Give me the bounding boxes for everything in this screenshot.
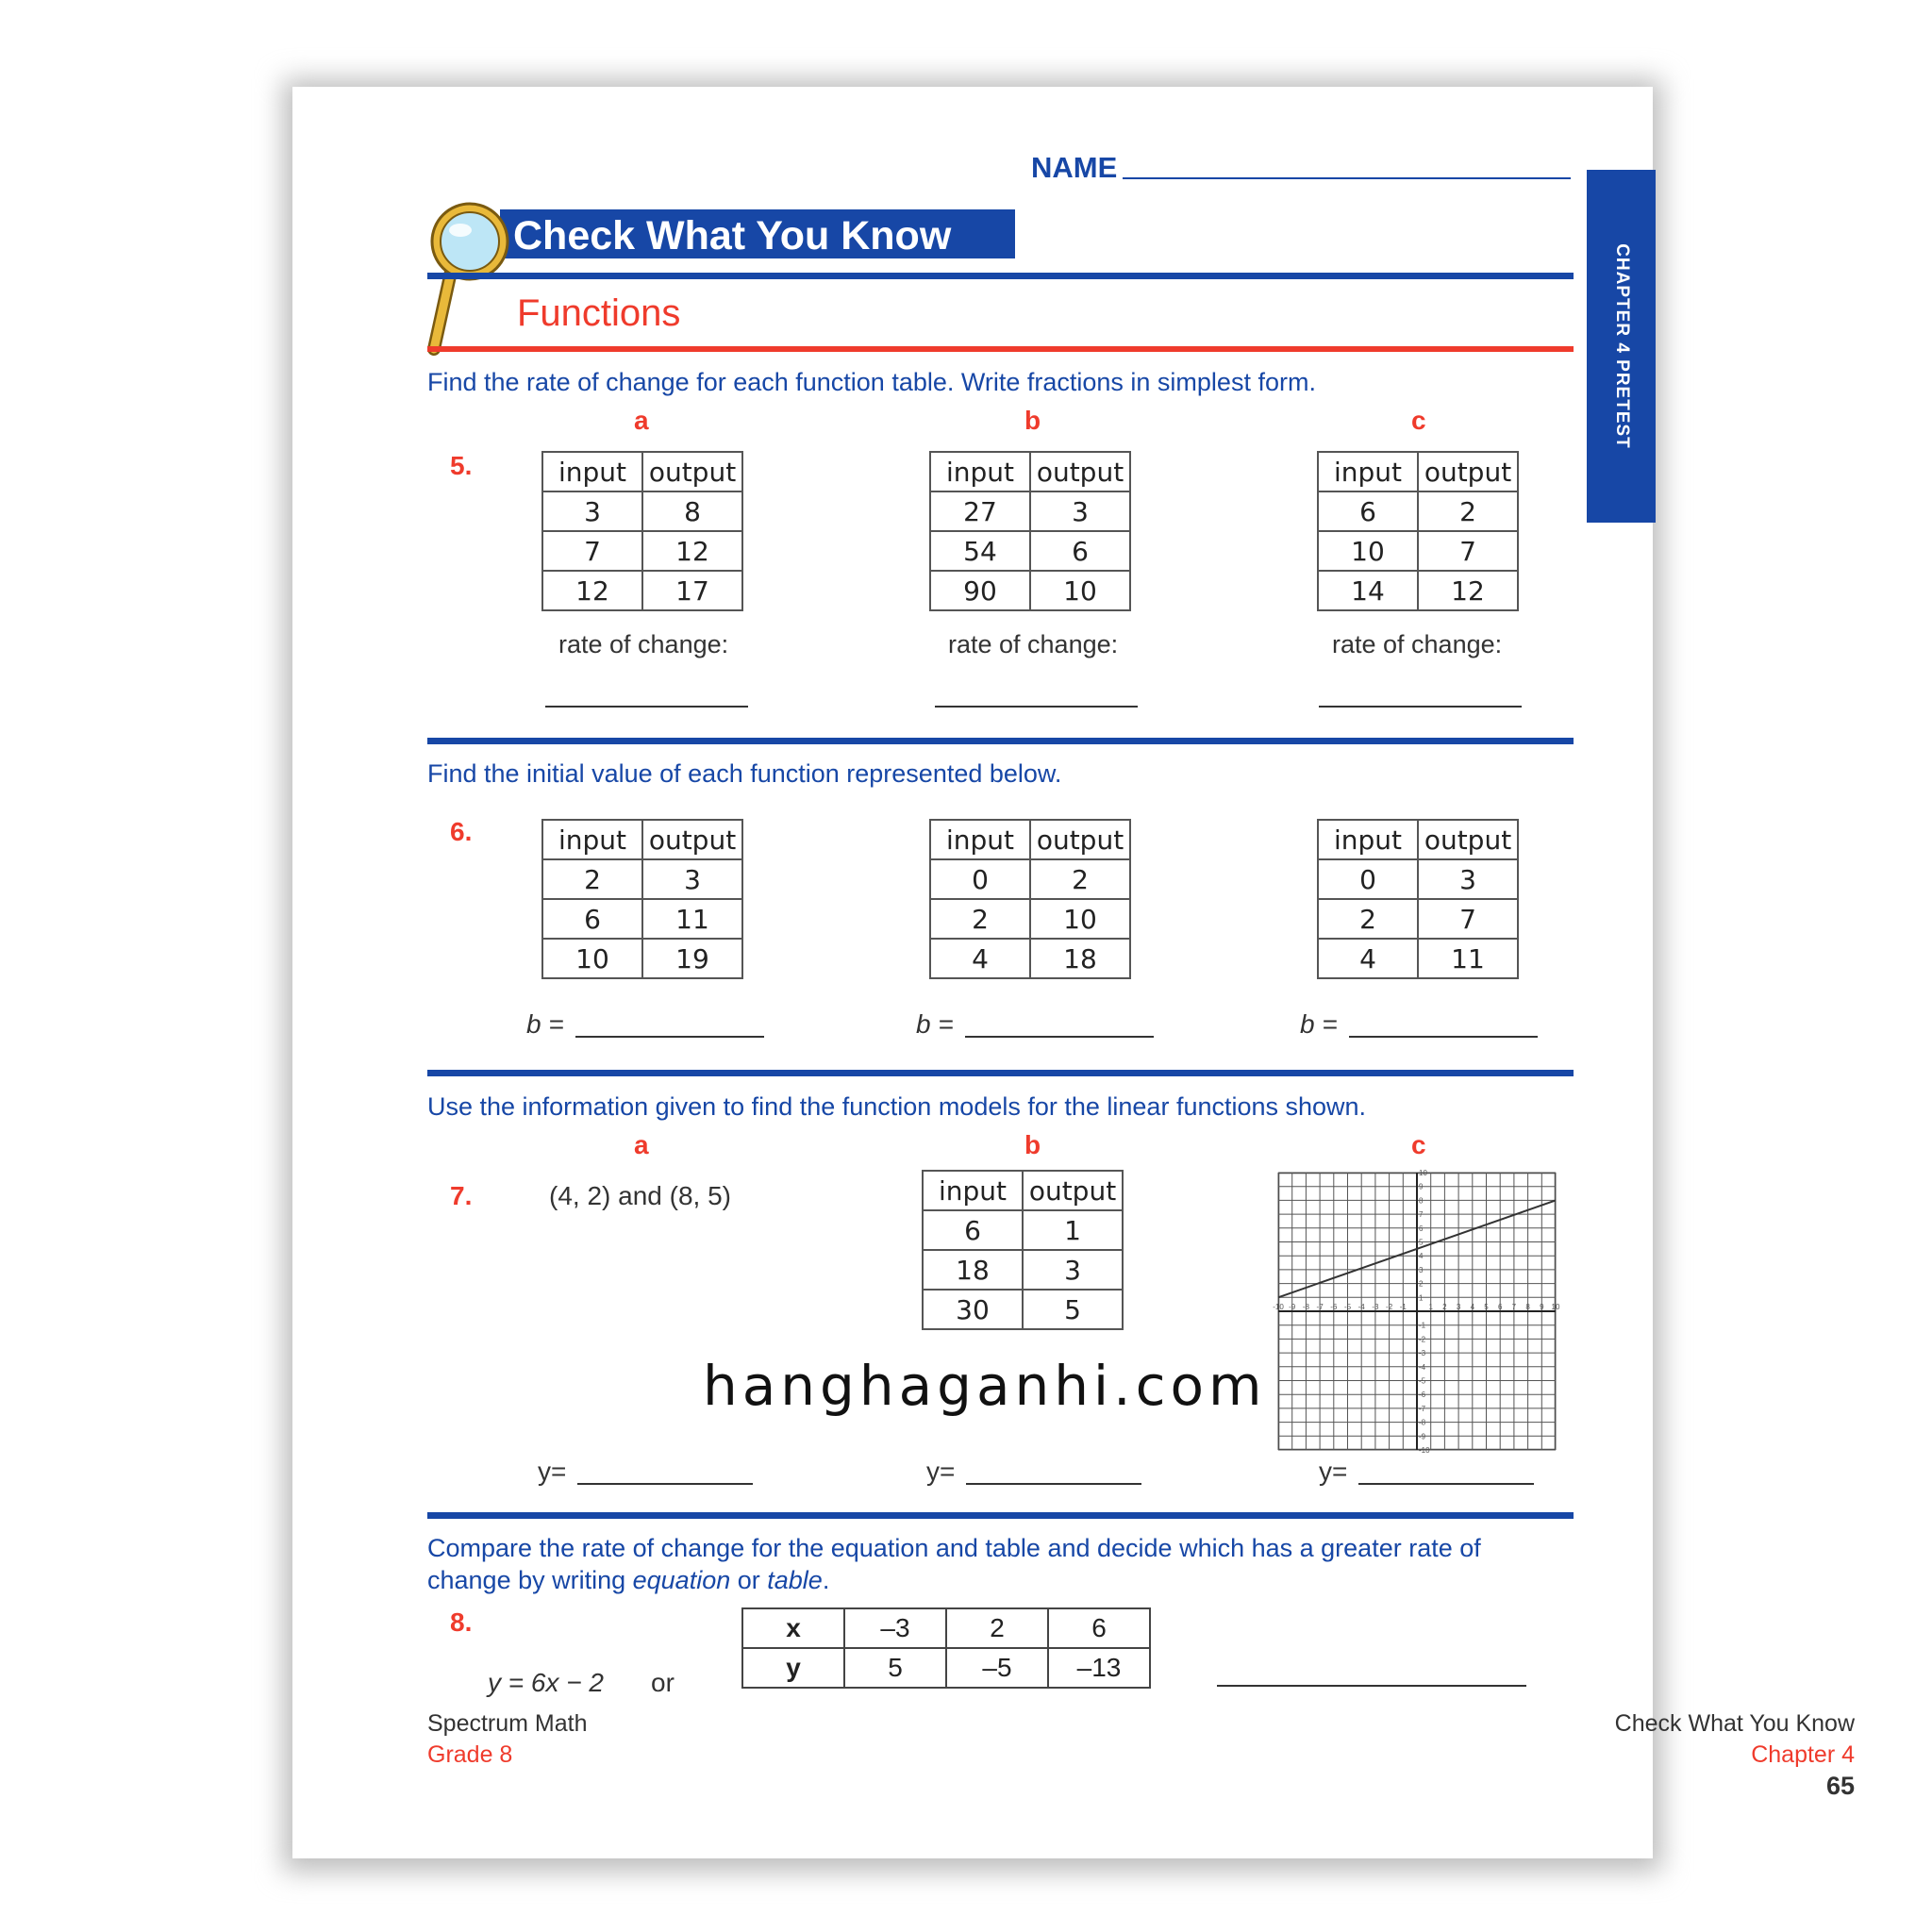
initial-value-label-c: b = <box>1300 1009 1338 1039</box>
footer-book-title: Spectrum Math <box>427 1710 588 1737</box>
x-tick-label: 8 <box>1525 1303 1530 1311</box>
x-tick-label: 3 <box>1456 1303 1461 1311</box>
y-tick-label: 5 <box>1419 1238 1424 1247</box>
table-cell: 6 <box>1030 531 1130 571</box>
initial-value-label-a: b = <box>526 1009 564 1039</box>
answer-line-7b[interactable] <box>966 1483 1141 1485</box>
given-equation: y = 6x − 2 <box>488 1668 604 1697</box>
y-tick-label: -3 <box>1419 1349 1426 1358</box>
y-tick-label: -6 <box>1419 1391 1426 1400</box>
table-header-row <box>1318 452 1518 491</box>
table-cell: 6 <box>542 899 642 939</box>
title-rule <box>427 273 1574 279</box>
column-label-a: a <box>634 406 649 435</box>
column-label-b: b <box>1024 406 1041 435</box>
table-row <box>542 491 742 531</box>
table-cell: 18 <box>923 1250 1023 1290</box>
rate-of-change-label-a: rate of change: <box>558 630 729 658</box>
instruction-word-equation: equation <box>632 1566 731 1594</box>
table-cell: 90 <box>930 571 1030 610</box>
x-tick-label: 5 <box>1484 1303 1489 1311</box>
instruction-word-table: table <box>767 1566 823 1594</box>
table-cell: –3 <box>844 1608 946 1648</box>
x-tick-label: 2 <box>1442 1303 1447 1311</box>
table-cell: 3 <box>542 491 642 531</box>
xy-table <box>741 1607 1151 1689</box>
given-points: (4, 2) and (8, 5) <box>549 1181 731 1210</box>
function-table-6a <box>541 819 743 979</box>
function-table-5b <box>929 451 1131 611</box>
x-tick-label: 9 <box>1540 1303 1544 1311</box>
table-cell: 7 <box>1418 531 1518 571</box>
x-tick-label: -4 <box>1357 1303 1365 1311</box>
x-tick-label: 4 <box>1470 1303 1475 1311</box>
table-cell: 12 <box>642 531 742 571</box>
table-cell: 5 <box>1023 1290 1123 1329</box>
function-table-6b <box>929 819 1131 979</box>
function-table-6c <box>1317 819 1519 979</box>
x-tick-label: 1 <box>1428 1303 1433 1311</box>
y-tick-label: -1 <box>1419 1321 1426 1330</box>
instruction-text: . <box>822 1566 830 1594</box>
table-cell: 10 <box>542 939 642 978</box>
title-banner <box>500 209 1015 258</box>
x-tick-label: -1 <box>1399 1303 1407 1311</box>
table-row <box>1318 491 1518 531</box>
function-model-label-b: y= <box>926 1457 956 1486</box>
table-cell: output <box>1418 452 1518 491</box>
x-tick-label: -5 <box>1343 1303 1352 1311</box>
table-cell: 2 <box>1418 491 1518 531</box>
table-cell: 2 <box>1318 899 1418 939</box>
section7-instruction: Use the information given to find the function models for the linear functions shown. <box>427 1092 1367 1121</box>
problem-number-7: 7. <box>450 1181 473 1210</box>
footer-chapter: Chapter 4 <box>1751 1741 1855 1768</box>
function-model-label-a: y= <box>538 1457 567 1486</box>
table-row <box>930 531 1130 571</box>
table-row <box>542 859 742 899</box>
y-tick-label: 2 <box>1419 1279 1424 1289</box>
column-label-b: b <box>1024 1130 1041 1159</box>
x-tick-label: -2 <box>1386 1303 1393 1311</box>
table-cell: output <box>1030 452 1130 491</box>
table-cell: input <box>930 452 1030 491</box>
section-divider <box>427 738 1574 744</box>
table-row <box>930 939 1130 978</box>
function-table-5c <box>1317 451 1519 611</box>
table-cell: 27 <box>930 491 1030 531</box>
problem-number-6: 6. <box>450 817 473 846</box>
instruction-text: change by writing <box>427 1566 633 1594</box>
answer-line-5c[interactable] <box>1319 706 1522 708</box>
table-cell: 3 <box>1030 491 1130 531</box>
section-divider <box>427 1070 1574 1076</box>
answer-line-8[interactable] <box>1217 1685 1526 1687</box>
y-tick-label: 10 <box>1419 1169 1427 1177</box>
table-cell: 19 <box>642 939 742 978</box>
y-tick-label: 1 <box>1419 1293 1424 1303</box>
y-tick-label: -9 <box>1419 1432 1426 1441</box>
x-tick-label: -10 <box>1273 1303 1284 1311</box>
x-tick-label: 10 <box>1551 1303 1560 1311</box>
chapter-side-tab-label: CHAPTER 4 PRETEST <box>1611 243 1632 449</box>
table-row <box>1318 939 1518 978</box>
problem-number-5: 5. <box>450 451 473 480</box>
y-tick-label: 9 <box>1419 1182 1424 1191</box>
table-header-row <box>1318 820 1518 859</box>
table-row <box>1318 859 1518 899</box>
table-row <box>542 899 742 939</box>
table-cell: 18 <box>1030 939 1130 978</box>
table-cell: input <box>1318 452 1418 491</box>
x-tick-label: -9 <box>1289 1303 1296 1311</box>
table-header-row <box>923 1171 1123 1210</box>
watermark: hanghaganhi.com <box>703 1354 1267 1418</box>
table-cell: 3 <box>1418 859 1518 899</box>
rate-of-change-label-b: rate of change: <box>948 630 1119 658</box>
table-cell: 5 <box>844 1648 946 1688</box>
table-row <box>923 1250 1123 1290</box>
table-cell: 6 <box>923 1210 1023 1250</box>
answer-line-6c[interactable] <box>1349 1036 1538 1038</box>
table-cell: 0 <box>930 859 1030 899</box>
table-cell: 7 <box>542 531 642 571</box>
chapter-side-tab <box>1587 170 1656 523</box>
y-tick-label: 4 <box>1419 1252 1424 1261</box>
table-row <box>930 899 1130 939</box>
table-cell: 6 <box>1318 491 1418 531</box>
x-tick-label: -6 <box>1330 1303 1338 1311</box>
y-tick-label: -10 <box>1419 1446 1430 1455</box>
table-row <box>930 859 1130 899</box>
table-cell: 10 <box>1030 899 1130 939</box>
y-tick-label: -7 <box>1419 1404 1426 1413</box>
table-cell: input <box>1318 820 1418 859</box>
y-tick-label: -5 <box>1419 1376 1426 1386</box>
table-cell: 4 <box>1318 939 1418 978</box>
table-cell: output <box>1418 820 1518 859</box>
table-cell: 4 <box>930 939 1030 978</box>
table-cell: 14 <box>1318 571 1418 610</box>
table-row <box>930 571 1130 610</box>
y-tick-label: 7 <box>1419 1210 1424 1220</box>
page-title: Check What You Know <box>513 213 952 258</box>
function-table-7b <box>922 1170 1124 1330</box>
table-row <box>1318 899 1518 939</box>
table-cell: 11 <box>1418 939 1518 978</box>
initial-value-label-b: b = <box>916 1009 954 1039</box>
table-header-row <box>542 452 742 491</box>
column-label-c: c <box>1411 406 1426 435</box>
answer-line-6a[interactable] <box>575 1036 764 1038</box>
rate-of-change-label-c: rate of change: <box>1332 630 1503 658</box>
table-cell: input <box>923 1171 1023 1210</box>
table-cell: 3 <box>642 859 742 899</box>
table-row <box>542 571 742 610</box>
table-cell: 12 <box>542 571 642 610</box>
subtitle-rule <box>427 346 1574 352</box>
answer-line-7a[interactable] <box>577 1483 753 1485</box>
table-header-row <box>930 452 1130 491</box>
name-answer-line <box>1123 177 1571 179</box>
section8-instruction-line2 <box>427 1566 829 1595</box>
table-row <box>542 531 742 571</box>
table-cell: 54 <box>930 531 1030 571</box>
x-tick-label: 7 <box>1511 1303 1517 1311</box>
name-label: NAME <box>1031 151 1118 184</box>
table-cell: 12 <box>1418 571 1518 610</box>
table-row <box>923 1210 1123 1250</box>
table-row <box>930 491 1130 531</box>
table-row <box>742 1608 1150 1648</box>
magnifying-glass-icon <box>423 198 517 366</box>
table-cell: 11 <box>642 899 742 939</box>
table-cell: 2 <box>1030 859 1130 899</box>
answer-line-5b[interactable] <box>935 706 1138 708</box>
page-number: 65 <box>1825 1772 1855 1800</box>
y-tick-label: -4 <box>1419 1362 1426 1372</box>
y-tick-label: -8 <box>1419 1418 1426 1427</box>
table-cell: output <box>1023 1171 1123 1210</box>
table-row <box>742 1648 1150 1688</box>
table-cell: 2 <box>930 899 1030 939</box>
table-cell: 2 <box>946 1608 1048 1648</box>
x-tick-label: -7 <box>1316 1303 1324 1311</box>
column-label-c: c <box>1411 1130 1426 1159</box>
x-tick-label: 6 <box>1497 1303 1503 1311</box>
table-row <box>923 1290 1123 1329</box>
table-cell: 17 <box>642 571 742 610</box>
column-label-a: a <box>634 1130 649 1159</box>
table-cell: –13 <box>1048 1648 1150 1688</box>
table-cell: output <box>642 820 742 859</box>
answer-line-5a[interactable] <box>545 706 748 708</box>
table-cell: 6 <box>1048 1608 1150 1648</box>
answer-line-6b[interactable] <box>965 1036 1154 1038</box>
table-row <box>1318 571 1518 610</box>
table-cell: 30 <box>923 1290 1023 1329</box>
table-cell: –5 <box>946 1648 1048 1688</box>
table-cell: output <box>642 452 742 491</box>
y-tick-label: 6 <box>1419 1224 1424 1233</box>
section8-instruction-line1: Compare the rate of change for the equation and table and decide which has a greater rate of <box>427 1534 1481 1562</box>
table-cell: output <box>1030 820 1130 859</box>
table-cell: 10 <box>1318 531 1418 571</box>
table-row <box>1318 531 1518 571</box>
table-cell: input <box>930 820 1030 859</box>
instruction-text: or <box>730 1566 768 1594</box>
answer-line-7c[interactable] <box>1358 1483 1534 1485</box>
table-cell: x <box>742 1608 844 1648</box>
table-header-row <box>542 820 742 859</box>
table-cell: 0 <box>1318 859 1418 899</box>
section6-instruction: Find the initial value of each function represented below. <box>427 759 1062 788</box>
section5-instruction: Find the rate of change for each function table. Write fractions in simplest form. <box>427 368 1316 396</box>
page-subtitle: Functions <box>517 292 681 334</box>
y-tick-label: 8 <box>1419 1196 1424 1206</box>
table-cell: 2 <box>542 859 642 899</box>
coordinate-grid <box>1273 1169 1560 1455</box>
table-cell: 7 <box>1418 899 1518 939</box>
y-tick-label: -2 <box>1419 1335 1426 1344</box>
footer-grade: Grade 8 <box>427 1741 513 1768</box>
x-tick-label: -3 <box>1372 1303 1379 1311</box>
table-cell: input <box>542 820 642 859</box>
y-tick-label: 3 <box>1419 1265 1424 1274</box>
table-cell: 1 <box>1023 1210 1123 1250</box>
section-divider <box>427 1512 1574 1519</box>
table-cell: 8 <box>642 491 742 531</box>
table-cell: y <box>742 1648 844 1688</box>
function-table-5a <box>541 451 743 611</box>
table-cell: input <box>542 452 642 491</box>
table-cell: 3 <box>1023 1250 1123 1290</box>
table-header-row <box>930 820 1130 859</box>
or-label: or <box>651 1668 675 1697</box>
problem-number-8: 8. <box>450 1607 473 1637</box>
table-cell: 10 <box>1030 571 1130 610</box>
x-tick-label: -8 <box>1302 1303 1309 1311</box>
table-row <box>542 939 742 978</box>
footer-section: Check What You Know <box>1614 1710 1855 1737</box>
function-model-label-c: y= <box>1319 1457 1348 1486</box>
